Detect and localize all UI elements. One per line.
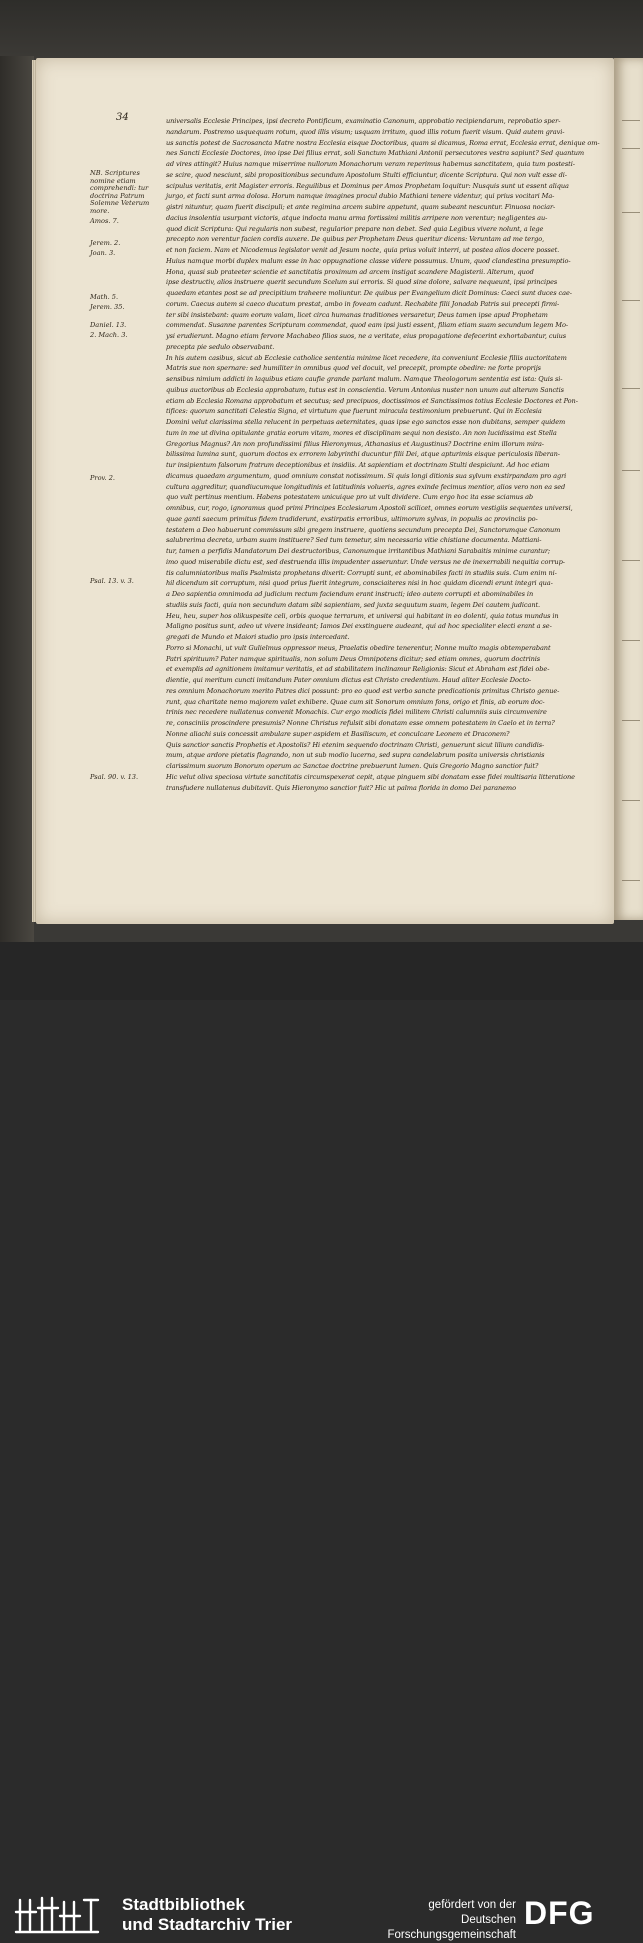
book-cover-edge <box>0 56 34 942</box>
text-line: quae ganti saecum primitus fidem tradiderunt, exstirpatis erroribus, ultimorum sylvas, in populis ac provinciis po- <box>166 514 538 523</box>
text-line: precepto non verentur facien cordis auxere. De quibus per Prophetam Deus queritur dicens: Veruntam ad me tergo, <box>166 235 545 244</box>
text-line: dientie, qui meritum cuncti imitandum Pater omnium dictus est Christo credentium. Haud aliter Ecclesie Docto- <box>166 676 531 684</box>
text-line: quaedam etantes post se ad precipitium traheere moliuntur. De quibus per Evangelium dicit Dominus: Caeci sunt duces cae- <box>166 289 572 297</box>
text-line: Maligno positus sunt, adeo ut vivere insideant; Iamos Dei exstinguere audeant, qui ad hoc specialiter electi erant a se- <box>166 622 552 631</box>
dfg-logo: DFG <box>524 1895 595 1931</box>
text-line: quo vult pertinus mentium. Habens potestatem unicuique pro ut vult dividere. Cum ergo hoc ita esse sciamus ab <box>166 493 534 502</box>
manuscript-body-text <box>166 116 604 793</box>
text-line: dacius insolentia usurpant victoris, atque indocta manu arma fortissimi militis arripere non verentur; negligentes au- <box>166 213 548 222</box>
text-line: a Deo sapientia omnimoda ad judicium rectum faciendum erant instructi; ideo autem corrupti et abominabiles in <box>166 590 534 598</box>
text-line: tifices: quorum sanctitati Celestia Signa, et virtutum que fuerunt miracula testimonium prebuerunt. Qui in Ecclesia <box>166 407 542 416</box>
text-line: gistri nituntur, quam fuerit discipuli; et ante regimina arcem subire appetunt, quam subeant nescuntur. Finuosa nociar- <box>166 203 556 211</box>
text-line: universalis Ecclesie Principes, ipsi decreto Pontificum, examinatio Canonum, approbatio recipiendarum, reprobatio sper- <box>166 117 561 125</box>
library-name-line2: und Stadtarchiv Trier <box>122 1915 293 1934</box>
text-line: cultura aggreditur, quandiucumque longitudinis et latitudinis volueris, agres exinde fecimus mentior, alios vero non ea sed <box>166 482 566 491</box>
text-line: et exemplis ad agnitionem imitamur veritatis, et ad stabilitatem inclinamur Religionis: Sicut et Abraham est fidei obe- <box>166 665 550 674</box>
text-line: trinis nec recedere nullatenus convenit Monachis. Cur ergo modicis fidei militem Christi calumniis suis circumvenire <box>166 708 547 717</box>
text-line: ipse destructiv, alios instruere querit secundum Scelum sui erroris. Si quod sine dolore, salvare nequeunt, ipsi principes <box>166 278 558 287</box>
text-line: re, consciniis proscindere presumis? Nonne Christus refulsit sibi donatam esse omnem potestatem in Caelo et in terra? <box>166 719 555 727</box>
text-line: scipulus veritatis, erit Magister erroris. Reguilibus et Dominus per Amos Prophetam loquitur: Nusquis sunt ut essent aliqua <box>166 181 569 190</box>
text-line: jurgo, et facti sunt arma dolosa. Horum namque imagines procul dubio Mathiani tenere videntur, qui prius vocitari Ma- <box>166 192 555 201</box>
margin-note: Joan. 3. <box>90 249 116 257</box>
text-line: se scire, quod nesciunt, sibi propositionibus secundum Apostolum Stulti efficiuntur, dicente Scriptura. Qui non vult esse di- <box>166 170 567 179</box>
text-line: Hic velut oliva speciosa virtute sanctitatis circumspexerat cepit, atque pinguem sibi donatam esse fidei multisaria litteratione <box>166 772 575 781</box>
text-line: etiam ab Ecclesia Romana approbatum et secutus; sed precipuos, doctissimos et Sanctissimos totius Ecclesie Doctores et Pon- <box>166 396 578 405</box>
text-line: mum, atque ardore pietatis flagrando, non ut sub modio lucerna, sed supra candelabrum posita universis christianis <box>166 751 545 760</box>
text-line: tum in me ut divina opitulante gratia eorum vitam, mores et disciplinam sequi non desisto. An non lucidissima est Stella <box>166 428 557 437</box>
text-line: salubrerima decreta, urbam suam instituere? Sed tum temetur, sim necessaria vitie chistiane documenta. Mattiani- <box>166 536 542 545</box>
text-line: us sanctis potest de Sacrosancta Matre nostra Ecclesia eisque Doctoribus, quam si dicamus, Roma errat, Ecclesia errat, denique om- <box>166 138 600 147</box>
library-name-line1: Stadtbibliothek <box>122 1895 245 1914</box>
text-line: nandarum. Postremo usquequam rotum, quod illis visum; usquam irritum, quod illis rotum fuerit visum. Quid autem gravi- <box>166 127 565 136</box>
text-line: studiis suis facti, quia non secundum datam sibi sapientiam, sed juxta sequutum suam, legem Dei cautem judicant. <box>166 600 541 609</box>
margin-note: Math. 5. <box>90 293 119 301</box>
text-line: Hona, quasi sub prateeter scientie et sanctitatis proximum ad arcem instigat scandere Magisterii. Alterum, quod <box>166 267 534 276</box>
funding-line2: Deutschen Forschungsgemeinschaft <box>387 1914 516 1941</box>
text-line: Porro si Monachi, ut vult Gulielmus oppressor meus, Praelatis obedire tenerentur, Nonne multo magis obtemperabant <box>166 643 551 652</box>
text-line: gregati de Mundo et Maiori studio pro ipsis intercedant. <box>166 633 350 641</box>
text-line: commendat. Susanne parentes Scripturam commendat, quod eam ipsi justi essent, filiam etiam suam secundum legem Mo- <box>166 321 568 330</box>
margin-note: Jerem. 35. <box>90 303 125 311</box>
text-line: Patri spirituum? Pater namque spiritualis, non solum Deus Omnipotens dicitur; sed etiam omnes, quorum doctrinis <box>166 654 541 663</box>
text-line: Huius namque morbi duplex malum esse in hac oppugnatione classe videre possumus. Unum, quod clandestina presumptio- <box>166 256 571 265</box>
text-line: omnibus, cur, rogo, ignoramus quod primi Principes Ecclesiarum Apostoli scilicet, omnes eorum vestigiis sequentes universi, <box>166 504 573 512</box>
margin-note: Psal. 90. v. 13. <box>90 773 139 781</box>
text-line: ysi erudierunt. Magno etiam fervore Machabeo filios suos, ne a veritate, eius propagatione defecerint exhortabantur, cuius <box>166 332 567 340</box>
funding-notice <box>330 1898 516 1943</box>
text-line: hil dicendum sit corruptum, nisi quod prius fuerit integrum, consciaiteres nisi in hoc quidam dicendi erunt integri qua- <box>166 579 553 588</box>
text-line: tis calumniatoribus malis Psalmista prophetans dixerit: Corrupti sunt, et abominabiles facti in studiis suis. Cum enim ni- <box>166 568 557 577</box>
folio-number: 34 <box>116 112 129 123</box>
margin-note: Jerem. 2. <box>90 239 121 247</box>
text-line: imo quod miserabile dictu est, sed destruenda illis impudenter asseruntur. Unde versus ne de inexerrabili nequitia corrup- <box>166 557 565 566</box>
text-line: Quis sanctior sanctis Prophetis et Apostolis? Hi etenim sequendo doctrinam Christi, genuerunt sicut lilium candidis- <box>166 740 545 749</box>
text-line: quibus auctoribus ab Ecclesia approbatum, tutus est in conscientia. Verum Antonius nuster non unum aut alterum Sanctis <box>166 385 564 394</box>
text-line: Domini velut clarissima stella relucent in perpetuas aeternitates, quas ipse ego sanctos esse non dubitans, semper quidem <box>166 418 566 426</box>
funding-line1: gefördert von der <box>428 1899 516 1911</box>
book-background-top <box>0 0 643 64</box>
margin-note: Daniel. 13. <box>90 321 127 329</box>
text-line: res omnium Monachorum merito Patres dici possunt: pro eo quod est verbo sancte predicationis primitus Christo genue- <box>166 686 560 695</box>
scan-viewport <box>0 0 643 942</box>
text-line: bilissima lumina sunt, quorum doctos ex errorem labyrinthi ducuntur filii Dei, atque apturimis eisque periculosis liberan- <box>166 450 560 459</box>
text-line: tur, tamen a perfidis Mandatorum Dei destructoribus, Canonumque irritantibus Mathiani Sarabaitis minime curantur; <box>166 547 551 555</box>
library-name <box>122 1895 292 1935</box>
margin-note: NB. Scriptures nomine etiam comprehendi: tur doctrina Patrum Solemne Veterum more. <box>90 169 150 215</box>
text-line: corum. Caecus autem si caeco ducatum prestat, ambo in foveam cadunt. Rechabite filii Jonadab Patris sui precepti firmi- <box>166 299 560 308</box>
margin-note: 2. Mach. 3. <box>90 331 128 339</box>
library-building-icon <box>14 1892 100 1934</box>
text-line: sensibus nimium addicti in laquibus etiam caufie grande parlant malum. Namque Theologorum sententia est ista: Quis si- <box>166 375 563 383</box>
text-line: runt, qua charitate nemo majorem valet exhibere. Quae cum sit Sonorum omnium fons, origo et finis, ab eorum doc- <box>166 697 545 706</box>
text-line: Nonne aliachi suis concessit ambulare super aspidem et Basiliscum, et conculcare Leonem et Draconem? <box>166 729 510 738</box>
text-line: tur insipientum falsorum fratrum deceptionibus et insidiis. At sapientiam et doctrinam Stulti despiciunt. Ad hoc etiam <box>166 461 550 469</box>
text-line: Matris sue non spernare: sed humiliter in omnibus quod vel docuit, vel precepit, prompte obedire: ne forte proprijs <box>166 364 541 373</box>
text-line: nes Sancti Ecclesie Doctores, imo ipse Dei filius errat, soli Sanctum Mathiani Antonii persecutores vestra sapiunt? Sed quantum <box>166 149 585 158</box>
margin-note: Psal. 13. v. 3. <box>90 577 134 585</box>
text-line: Heu, heu, super hos olikuspesite celi, orbis quoque terrarum, et universi qui habitant in eo dolenti, quia totus mundus in <box>166 611 559 620</box>
margin-note: Prov. 2. <box>90 474 115 482</box>
text-line: Gregorius Magnus? An non profundissimi filius Hieronymus, Athanasius et Augustinus? Doctrine enim illorum mira- <box>166 439 544 448</box>
text-line: testatem a Deo habuerunt commissum sibi gregem instruere, quotiens secundum precepta Dei, Sanctorumque Canonum <box>166 525 561 534</box>
footer-bar <box>0 942 643 1941</box>
text-line: clarissimum suorum Bonorum operum ac Sanctae doctrine prebuerunt lumen. Quis Gregorio Magno sanctior fuit? <box>166 762 539 770</box>
text-line: precepta pie sedulo observabant. <box>166 342 275 351</box>
text-line: quod dicit Scriptura: Qui regularis non subest, regularior prepare non debet. Sed quia Legibus vivere nolunt, a lege <box>166 224 544 233</box>
text-line: transfudere nullatenus dubitavit. Quis Hieronymo sanctior fuit? Hic ut palma florida in domo Dei paranemo <box>166 783 516 792</box>
text-line: In his autem casibus, sicut ab Ecclesie catholice sententia minime licet recedere, ita conveniunt Ecclesie filiis auctoritatem <box>166 353 567 362</box>
text-line: ter sibi insistebant: quam eorum valam, licet circa humanas traditiones versaretur, Deus tamen ipse apud Prophetam <box>166 310 548 319</box>
text-line: dicamus quaedam argumentum, quod omnium constat notissimum. Si quis longi ditionis sua sylvum exstirpandam pro agri <box>166 471 567 480</box>
text-line: et non faciem. Nam et Nicodemus legislator venit ad Jesum nocte, quia prius voluit interri, ut postea alios docere posset. <box>166 246 560 254</box>
text-line: ad vires attingit? Huius namque miserrime nullorum Monachorum veram reperimus habemus sanctitatem, quia tum postesti- <box>166 160 575 168</box>
facing-page-edge <box>614 58 643 920</box>
margin-note: Amos. 7. <box>90 217 119 225</box>
